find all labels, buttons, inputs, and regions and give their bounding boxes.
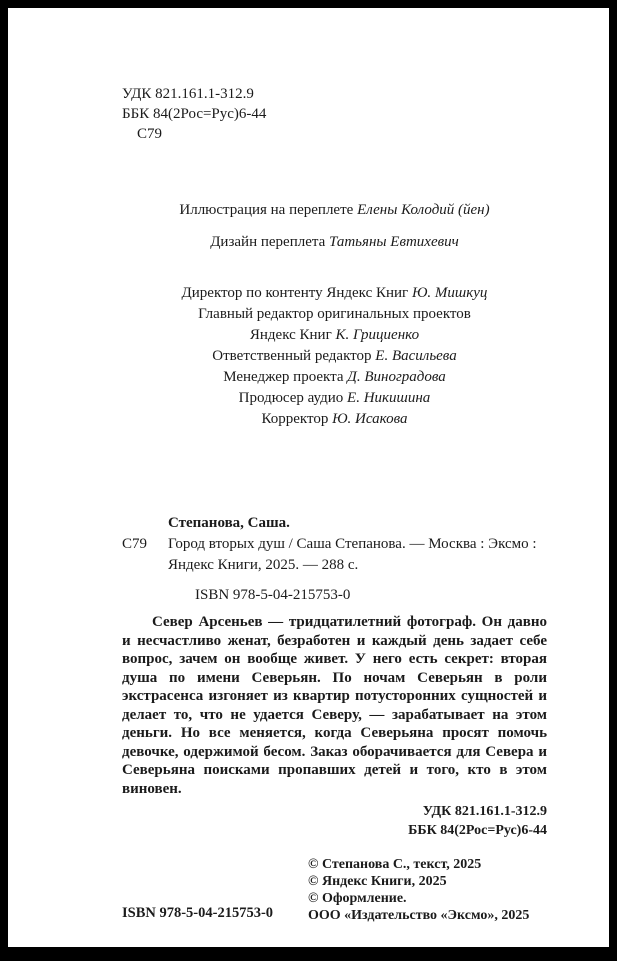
staff-credit-line (122, 346, 547, 367)
cover-illustration-credit (122, 200, 547, 220)
credit-role: Яндекс Книг (249, 327, 336, 343)
staff-credit-line (122, 367, 547, 388)
cover-design-credit (122, 232, 547, 252)
copyright-line: © Оформление. (308, 891, 407, 906)
credit-name: Ю. Исакова (332, 411, 408, 427)
catalog-author: Степанова, Саша. (168, 515, 290, 531)
credit-role: Главный редактор оригинальных проектов (198, 306, 471, 322)
staff-credit-line (122, 283, 547, 304)
credit-role: Корректор (261, 411, 333, 427)
credit-role: Менеджер проекта (223, 369, 348, 385)
credit-name: Д. Виноградова (347, 369, 446, 385)
staff-credits (122, 283, 547, 430)
credit-role: Дизайн переплета (210, 234, 330, 250)
catalog-entry-row (122, 534, 547, 576)
credit-role: Иллюстрация на переплете (179, 202, 358, 218)
bbk-code: ББК 84(2Рос=Рус)6-44 (408, 823, 547, 838)
credit-name: Е. Никишина (347, 390, 431, 406)
credit-name: Татьяны Евтихевич (329, 234, 459, 250)
bottom-classification-codes (122, 802, 547, 840)
credit-name: Е. Васильева (375, 348, 457, 364)
staff-credit-line (122, 388, 547, 409)
credit-role: Директор по контенту Яндекс Книг (181, 285, 412, 301)
staff-credit-line (122, 304, 547, 325)
staff-credit-line (122, 325, 547, 346)
book-imprint-page (8, 8, 609, 947)
publisher-line: ООО «Издательство «Эксмо», 2025 (308, 908, 530, 923)
udk-code: УДК 821.161.1-312.9 (422, 804, 547, 819)
copyright-block (122, 856, 547, 924)
copyright-line: © Степанова С., текст, 2025 (308, 857, 482, 872)
copyright-line: © Яндекс Книги, 2025 (308, 874, 447, 889)
isbn-bottom: ISBN 978-5-04-215753-0 (122, 905, 274, 921)
catalog-author-code: С79 (122, 536, 148, 552)
top-classification-codes (122, 84, 547, 144)
catalog-isbn: ISBN 978-5-04-215753-0 (195, 587, 351, 603)
credit-role: Продюсер аудио (238, 390, 348, 406)
copyright-lines (308, 856, 547, 924)
author-sign-code: С79 (137, 126, 163, 142)
udk-code: УДК 821.161.1-312.9 (122, 86, 254, 102)
credit-name: К. Грициенко (335, 327, 420, 343)
book-annotation: Север Арсеньев — тридцатилетний фотограф. Он давно и несчастливо женат, безработен и каждый день задает себе вопрос, зачем он вообще живет. У него есть секрет: вторая душа по имени Северьян. По ночам Северьян в роли экстрасенса изгоняет из квартир потусторонних сущностей и делает то, что не удается Северу, — зарабатывает на этом деньги. Но все меняется, когда Северьяна просят помочь девочке, одержимой бесом. Заказ оборачивается для Севера и Северьяна поисками пропавших детей и того, кто в этом виновен. (122, 614, 547, 797)
catalog-entry: Город вторых душ / Саша Степанова. — Москва : Эксмо : Яндекс Книги, 2025. — 288 с. (168, 536, 537, 573)
catalog-card (122, 513, 547, 606)
credit-role: Ответственный редактор (212, 348, 376, 364)
bbk-code: ББК 84(2Рос=Рус)6-44 (122, 106, 267, 122)
credit-name: Ю. Мишкуц (411, 285, 488, 301)
staff-credit-line (122, 409, 547, 430)
imprint-content (122, 8, 547, 924)
credit-name: Елены Колодий (йен) (357, 202, 490, 218)
